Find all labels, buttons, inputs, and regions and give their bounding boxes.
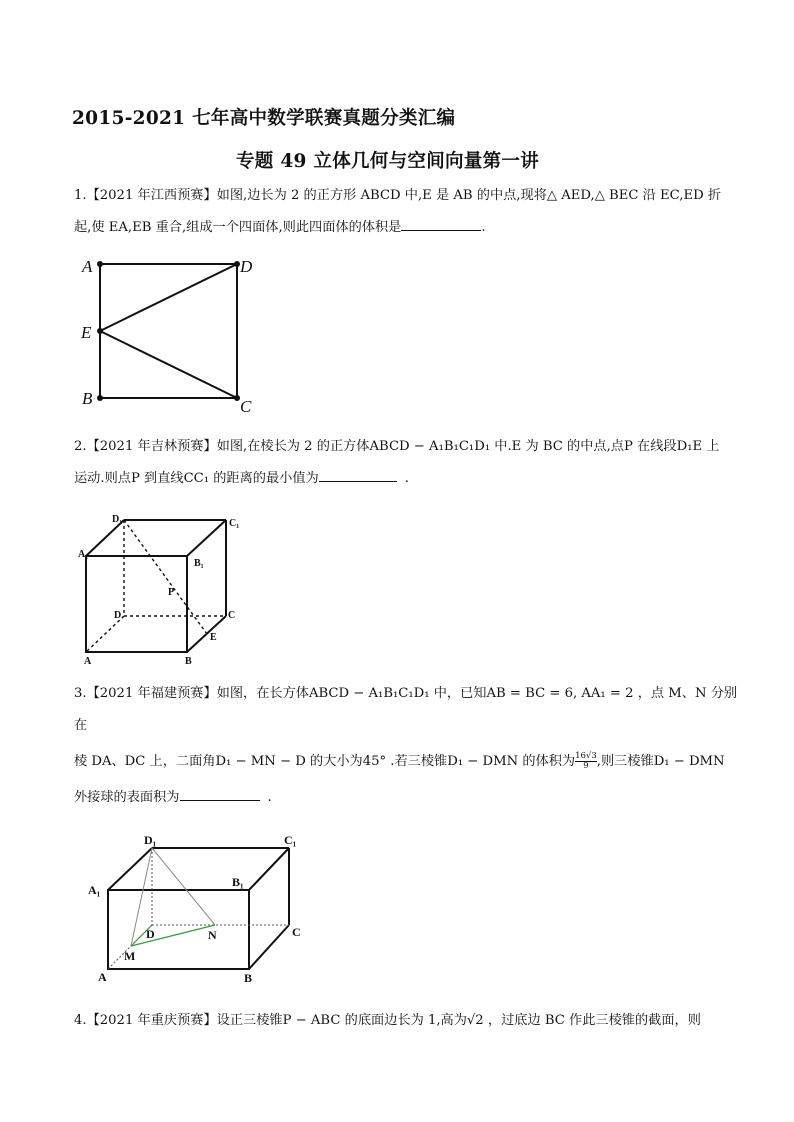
q3-volume-fraction: $\frac{16√3}{9}$ [575,751,597,771]
q3-label-m: M [124,949,136,963]
q1-label-c: C [240,397,252,416]
q1-point-e [97,328,103,334]
q1-line2: 起,使 EA,EB 重合,组成一个四面体,则此四面体的体积是 . [74,220,486,235]
q3-line2: 在 [74,718,88,733]
q1-point-a [97,261,103,267]
q3-figure [82,828,312,988]
q1-edge-ed [100,264,237,331]
q3-label-a1: A₁ [88,883,101,897]
q3-label-n: N [208,928,217,942]
q3-label-d: D [146,927,155,941]
q3-label-b1: B₁ [232,875,244,889]
q2-label-d1: D₁ [112,514,123,525]
q1-line1: 1.【2021 年江西预赛】如图,边长为 2 的正方形 ABCD 中,E 是 AB 的中点,现将△ AED,△ BEC 沿 EC,ED 折 [74,188,722,203]
document-title: 2015-2021 七年高中数学联赛真题分类汇编 [72,108,456,129]
q3-label-b: B [244,971,253,985]
q2-line1: 2.【2021 年吉林预赛】如图,在棱长为 2 的正方体ABCD − A₁B₁C₁D₁ 中.E 为 BC 的中点,点P 在线段D₁E 上 [74,439,720,454]
q3-line1: 3.【2021 年福建预赛】如图，在长方体ABCD − A₁B₁C₁D₁ 中，已知AB = BC = 6, AA₁ = 2 ，点 M、N 分别 [74,686,738,701]
q2-label-b: B [185,656,192,666]
q2-label-b1: B₁ [194,558,204,569]
q3-label-d1: D₁ [144,833,157,847]
q2-label-c1: C₁ [229,518,240,529]
q3-label-a: A [98,970,107,984]
q4-line1: 4.【2021 年重庆预赛】设正三棱锥P − ABC 的底面边长为 1,高为√2 ，过底边 BC 作此三棱锥的截面，则 [74,1013,701,1028]
q2-line2: 运动.则点P 到直线CC₁ 的距离的最小值为 . [74,471,409,486]
q1-figure [70,248,270,418]
q3-answer-blank [180,788,260,801]
q2-label-p: P [168,587,175,598]
q1-point-b [97,395,103,401]
q3-line4: 外接球的表面积为 . [74,790,272,805]
q3-line3: 棱 DA、DC 上，二面角D₁ − MN − D 的大小为45° .若三棱锥D₁ − DMN 的体积为 $\frac{16√3}{9}$ ,则三棱锥D₁ − DMN [74,751,725,771]
q2-label-d: D [114,610,122,621]
q2-label-c: C [228,610,236,621]
q2-label-e: E [210,632,217,643]
q2-label-a: A [84,656,92,666]
q2-answer-blank [319,469,397,482]
q2-figure [76,508,256,666]
q1-label-d: D [240,257,253,276]
q1-label-b: B [82,389,93,408]
q3-label-c: C [292,925,301,939]
q1-edge-ec [100,331,237,398]
q1-answer-blank [401,218,481,231]
q1-label-a: A [82,257,93,276]
section-title: 专题 49 立体几何与空间向量第一讲 [236,151,540,172]
q2-label-a1: A₁ [78,549,89,560]
q1-label-e: E [81,323,92,342]
q3-label-c1: C₁ [284,833,297,847]
